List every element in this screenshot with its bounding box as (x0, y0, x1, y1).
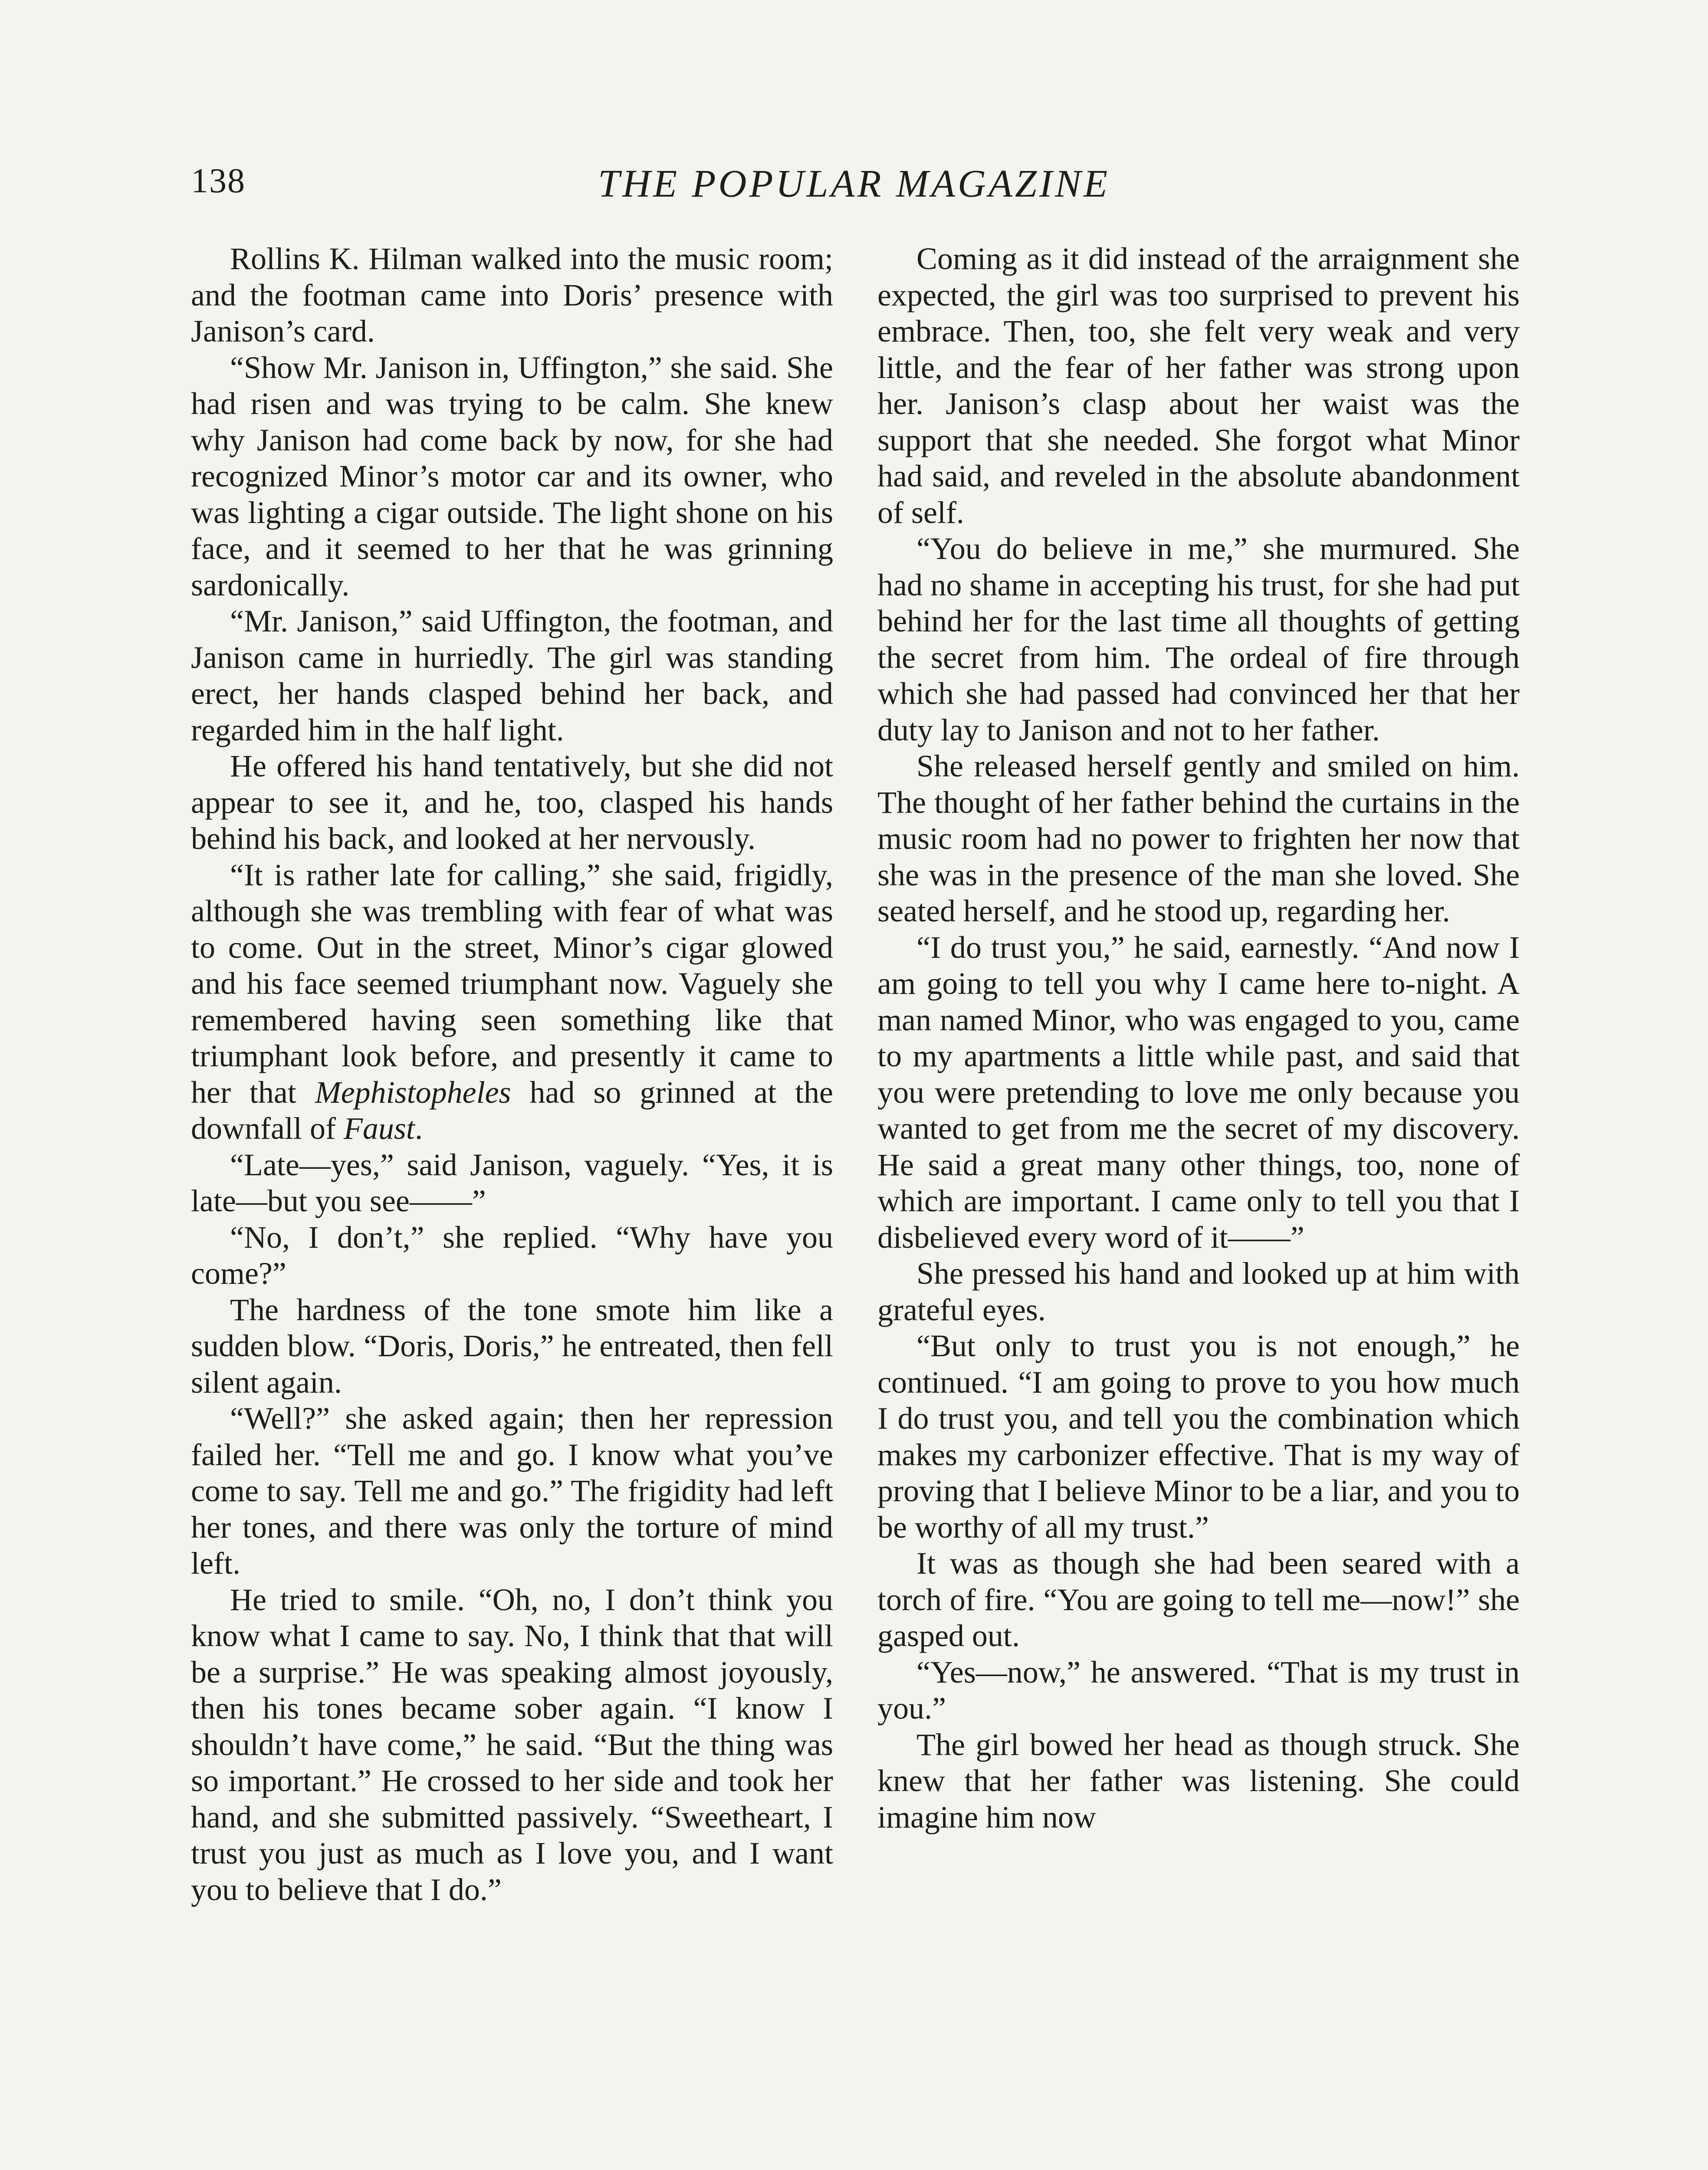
page-number: 138 (191, 162, 246, 200)
paragraph: “You do believe in me,” she murmured. She had no shame in accepting his trust, for she had put behind her for the last time all thoughts of getting the secret from him. The ordeal of fire through which she had passed had convinced her that her duty lay to Janison and not to her father. (877, 531, 1520, 747)
running-head: THE POPULAR MAGAZINE (598, 162, 1110, 205)
paragraph: He offered his hand tentatively, but she did not appear to see it, and he, too, clasped his hands behind his back, and looked at her nervously. (191, 749, 833, 856)
paragraph: It was as though she had been seared with a torch of fire. “You are going to tell me—now!” she gasped out. (877, 1546, 1520, 1653)
paragraph: She pressed his hand and looked up at him with grateful eyes. (877, 1256, 1520, 1327)
paragraph: “Yes—now,” he answered. “That is my trust in you.” (877, 1654, 1520, 1726)
paragraph: “Mr. Janison,” said Uffington, the footman, and Janison came in hurriedly. The girl was standing erect, her hands clasped behind her back, and regarded him in the half light. (191, 604, 833, 747)
paragraph: “It is rather late for calling,” she said, frigidly, although she was trembling with fear of what was to come. Out in the street, Minor’s cigar glowed and his face seemed triumphant now. Vaguely she remembered having seen something like that triumphant look before, and presently it came to her that Mephistopheles had so grinned at the downfall of Faust. (191, 857, 833, 1146)
left-column (191, 241, 833, 1908)
right-column (877, 241, 1520, 1835)
paragraph: Rollins K. Hilman walked into the music room; and the footman came into Doris’ presence with Janison’s card. (191, 241, 833, 349)
paragraph: “Show Mr. Janison in, Uffington,” she said. She had risen and was trying to be calm. She knew why Janison had come back by now, for she had recognized Minor’s motor car and its owner, who was lighting a cigar outside. The light shone on his face, and it seemed to her that he was grinning sardonically. (191, 350, 833, 602)
paragraph: Coming as it did instead of the arraignment she expected, the girl was too surprised to prevent his embrace. Then, too, she felt very weak and very little, and the fear of her father was strong upon her. Janison’s clasp about her waist was the support that she needed. She forgot what Minor had said, and reveled in the absolute abandonment of self. (877, 241, 1520, 530)
paragraph: The girl bowed her head as though struck. She knew that her father was listening. She could imagine him now (877, 1727, 1520, 1835)
paragraph: “No, I don’t,” she replied. “Why have you come?” (191, 1220, 833, 1291)
paragraph: “Well?” she asked again; then her repression failed her. “Tell me and go. I know what you’ve come to say. Tell me and go.” The frigidity had left her tones, and there was only the torture of mind left. (191, 1401, 833, 1581)
paragraph: “But only to trust you is not enough,” he continued. “I am going to prove to you how much I do trust you, and tell you the combination which makes my carbonizer effective. That is my way of proving that I believe Minor to be a liar, and you to be worthy of all my trust.” (877, 1328, 1520, 1545)
paragraph: “I do trust you,” he said, earnestly. “And now I am going to tell you why I came here to-night. A man named Minor, who was engaged to you, came to my apartments a little while past, and said that you were pretending to love me only because you wanted to get from me the secret of my discovery. He said a great many other things, too, none of which are important. I came only to tell you that I disbelieved every word of it——” (877, 930, 1520, 1255)
italic-title: Mephistopheles (315, 1075, 511, 1110)
paragraph: “Late—yes,” said Janison, vaguely. “Yes, it is late—but you see——” (191, 1147, 833, 1218)
paragraph: He tried to smile. “Oh, no, I don’t think you know what I came to say. No, I think that that will be a surprise.” He was speaking almost joyously, then his tones became sober again. “I know I shouldn’t have come,” he said. “But the thing was so important.” He crossed to her side and took her hand, and she submitted passively. “Sweetheart, I trust you just as much as I love you, and I want you to believe that I do.” (191, 1582, 833, 1907)
paragraph: The hardness of the tone smote him like a sudden blow. “Doris, Doris,” he entreated, then fell silent again. (191, 1292, 833, 1400)
italic-title: Faust (343, 1111, 415, 1146)
paragraph: She released herself gently and smiled on him. The thought of her father behind the curtains in the music room had no power to frighten her now that she was in the presence of the man she loved. She seated herself, and he stood up, regarding her. (877, 749, 1520, 928)
